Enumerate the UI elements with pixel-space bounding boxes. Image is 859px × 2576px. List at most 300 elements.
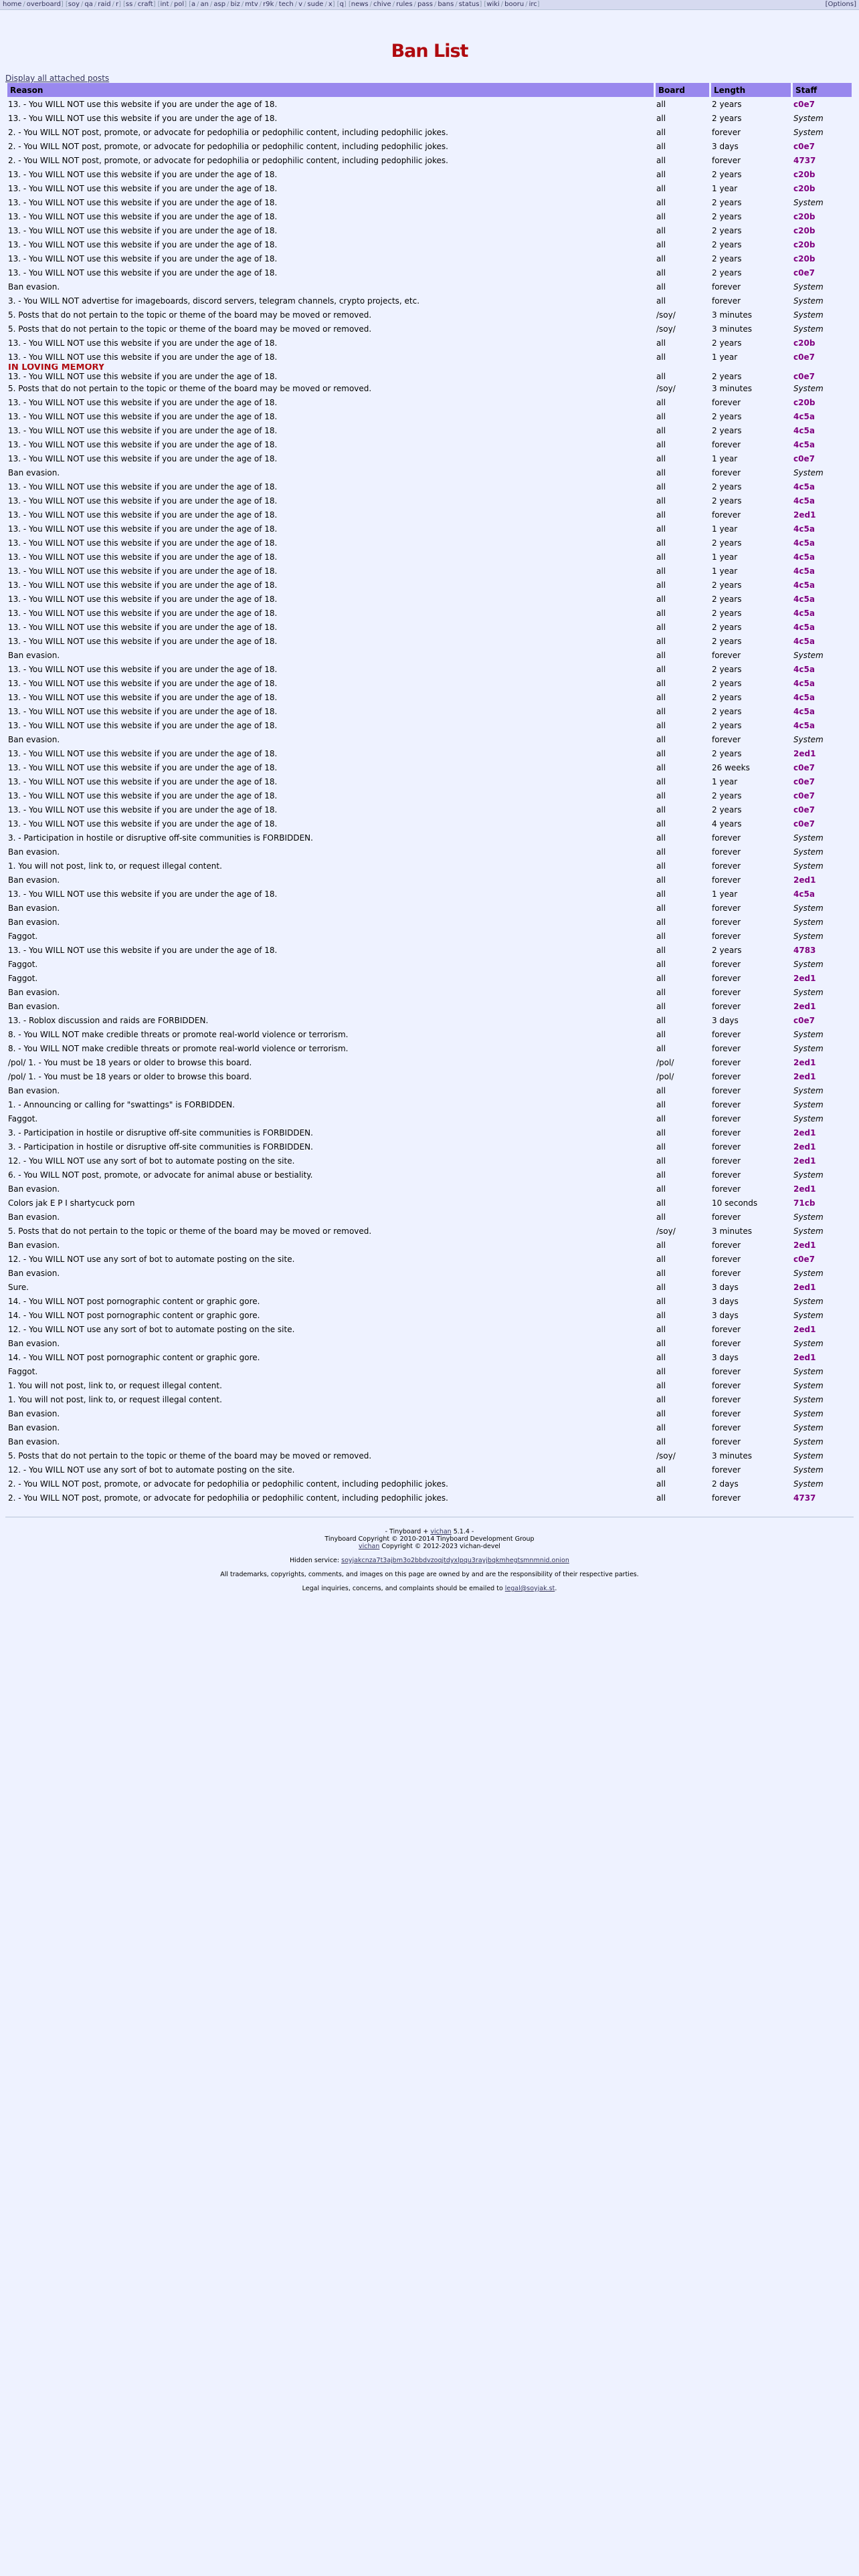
ban-row <box>7 957 852 971</box>
nav-group <box>189 1 337 8</box>
footer-version-suffix: 5.1.4 - <box>451 1528 474 1535</box>
ban-row <box>7 999 852 1013</box>
ban-reason-cell: 5. Posts that do not pertain to the topic or theme of the board may be moved or removed. <box>8 383 372 393</box>
ban-reason-cell: 13. - You WILL NOT use this website if you are under the age of 18. <box>8 453 278 463</box>
ban-reason-cell: 13. - You WILL NOT use this website if you are under the age of 18. <box>8 776 278 786</box>
ban-staff-cell: 4c5a <box>793 566 815 576</box>
ban-length-cell: 3 days <box>712 141 739 151</box>
ban-staff-cell: c0e7 <box>793 1015 815 1025</box>
nav-link-r9k[interactable]: r9k <box>263 1 274 8</box>
ban-board-cell: /soy/ <box>656 310 676 320</box>
ban-board-cell: all <box>656 1156 666 1166</box>
ban-board-cell: all <box>656 411 666 421</box>
ban-staff-cell: System <box>793 127 824 137</box>
ban-staff-cell: System <box>793 1436 824 1446</box>
ban-length-cell: 2 years <box>712 372 742 381</box>
ban-reason-cell: Ban evasion. <box>8 1085 60 1095</box>
ban-length-cell: 3 minutes <box>712 1451 753 1461</box>
ban-reason-cell: 13. - You WILL NOT use this website if you are under the age of 18. <box>8 678 278 688</box>
ban-staff-cell: System <box>793 1268 824 1278</box>
ban-length-cell: forever <box>712 1436 741 1446</box>
ban-length-cell: forever <box>712 650 741 660</box>
nav-separator: / <box>294 1 298 8</box>
nav-separator: / <box>392 1 395 8</box>
ban-length-cell: forever <box>712 1212 741 1222</box>
footer-tinyboard-copyright: Tinyboard Copyright © 2010-2014 Tinyboard Development Group <box>324 1535 535 1543</box>
ban-reason-cell: 13. - You WILL NOT use this website if you are under the age of 18. <box>8 211 278 221</box>
nav-separator: / <box>525 1 528 8</box>
ban-row <box>7 578 852 592</box>
ban-staff-cell: c20b <box>793 338 816 348</box>
ban-length-cell: 2 years <box>712 239 742 249</box>
ban-reason-cell: 13. - You WILL NOT use this website if you are under the age of 18. <box>8 183 278 193</box>
ban-length-cell: forever <box>712 1422 741 1432</box>
ban-length-cell: forever <box>712 1184 741 1194</box>
footer-legal <box>0 1585 859 1592</box>
ban-board-cell: all <box>656 1001 666 1011</box>
nav-link-craft[interactable]: craft <box>137 1 153 8</box>
ban-length-cell: forever <box>712 1254 741 1264</box>
ban-length-cell: 2 years <box>712 338 742 348</box>
nav-link-biz[interactable]: biz <box>230 1 240 8</box>
options-button[interactable]: [Options] <box>825 1 856 8</box>
ban-row <box>7 181 852 195</box>
nav-link-q[interactable]: q <box>339 1 344 8</box>
ban-staff-cell: 4c5a <box>793 692 815 702</box>
ban-row <box>7 1280 852 1294</box>
ban-board-cell: all <box>656 1099 666 1109</box>
ban-row <box>7 1378 852 1392</box>
ban-staff-cell: System <box>793 197 824 207</box>
ban-length-cell: forever <box>712 467 741 477</box>
nav-link-status[interactable]: status <box>458 1 480 8</box>
ban-staff-cell: 2ed1 <box>793 1184 816 1194</box>
ban-row <box>7 1434 852 1448</box>
ban-length-cell: forever <box>712 1057 741 1067</box>
ban-board-cell: all <box>656 1015 666 1025</box>
nav-link-soy[interactable]: soy <box>68 1 80 8</box>
board-column-header[interactable]: Board <box>656 83 709 97</box>
ban-board-cell: /soy/ <box>656 324 676 334</box>
ban-reason-cell: 13. - You WILL NOT use this website if you are under the age of 18. <box>8 253 278 263</box>
ban-row <box>7 760 852 774</box>
ban-staff-cell: System <box>793 1408 824 1418</box>
ban-reason-cell: 2. - You WILL NOT post, promote, or advocate for pedophilia or pedophilic content, including pedophilic jokes. <box>8 127 448 137</box>
ban-row <box>7 294 852 308</box>
ban-board-cell: all <box>656 636 666 646</box>
ban-length-cell: 1 year <box>712 776 738 786</box>
ban-length-cell: forever <box>712 1029 741 1039</box>
ban-row <box>7 1252 852 1266</box>
ban-board-cell: all <box>656 538 666 548</box>
ban-length-cell: forever <box>712 1156 741 1166</box>
ban-staff-cell: System <box>793 1029 824 1039</box>
ban-row <box>7 153 852 167</box>
table-header-row <box>7 83 852 97</box>
ban-board-cell: all <box>656 959 666 969</box>
ban-reason-cell: Ban evasion. <box>8 1268 60 1278</box>
nav-link-int[interactable]: int <box>160 1 169 8</box>
ban-row <box>7 1125 852 1140</box>
ban-reason-cell: Ban evasion. <box>8 847 60 857</box>
ban-length-cell: forever <box>712 987 741 997</box>
ban-reason-cell: Ban evasion. <box>8 1001 60 1011</box>
ban-board-cell: all <box>656 183 666 193</box>
ban-staff-cell: System <box>793 296 824 306</box>
ban-staff-cell: c20b <box>793 397 816 407</box>
ban-board-cell: /soy/ <box>656 1226 676 1236</box>
ban-staff-cell: 4c5a <box>793 580 815 590</box>
ban-row <box>7 209 852 223</box>
legal-email-link[interactable]: legal@soyjak.st <box>504 1585 555 1592</box>
ban-reason-cell: 13. - You WILL NOT use this website if you are under the age of 18. <box>8 762 278 772</box>
ban-reason-cell: 5. Posts that do not pertain to the topic or theme of the board may be moved or removed. <box>8 1451 372 1461</box>
ban-length-cell: 2 years <box>712 790 742 800</box>
ban-staff-cell: 2ed1 <box>793 1001 816 1011</box>
nav-link-chive[interactable]: chive <box>373 1 391 8</box>
ban-board-cell: all <box>656 1338 666 1348</box>
nav-link-pass[interactable]: pass <box>417 1 433 8</box>
nav-separator: / <box>324 1 327 8</box>
ban-board-cell: all <box>656 819 666 829</box>
ban-board-cell: all <box>656 113 666 123</box>
ban-reason-cell: 13. - You WILL NOT use this website if you are under the age of 18. <box>8 225 278 235</box>
ban-staff-cell: c20b <box>793 169 816 179</box>
ban-row <box>7 364 852 381</box>
ban-board-cell: all <box>656 1254 666 1264</box>
ban-length-cell: 2 years <box>712 225 742 235</box>
ban-row <box>7 915 852 929</box>
ban-board-cell: all <box>656 804 666 815</box>
ban-reason-cell: Ban evasion. <box>8 1422 60 1432</box>
nav-link-a[interactable]: a <box>191 1 196 8</box>
ban-length-cell: 2 years <box>712 169 742 179</box>
ban-board-cell: all <box>656 352 666 362</box>
ban-length-cell: forever <box>712 1113 741 1123</box>
ban-length-cell: forever <box>712 973 741 983</box>
ban-staff-cell: 2ed1 <box>793 1142 816 1152</box>
in-loving-memory-label: IN LOVING MEMORY <box>8 364 105 372</box>
nav-separator: / <box>275 1 278 8</box>
ban-staff-cell: 4c5a <box>793 538 815 548</box>
ban-row <box>7 1097 852 1111</box>
ban-row <box>7 451 852 465</box>
staff-column-header[interactable]: Staff <box>793 83 852 97</box>
nav-separator: / <box>455 1 458 8</box>
ban-length-cell: forever <box>712 439 741 449</box>
ban-row <box>7 1336 852 1350</box>
ban-row <box>7 1069 852 1083</box>
ban-length-cell: 2 years <box>712 496 742 506</box>
ban-board-cell: all <box>656 1268 666 1278</box>
ban-row <box>7 1477 852 1491</box>
ban-board-cell: all <box>656 267 666 278</box>
ban-board-cell: all <box>656 99 666 109</box>
page-title: Ban List <box>391 41 468 62</box>
ban-staff-cell: c0e7 <box>793 352 815 362</box>
ban-reason-cell: 13. - You WILL NOT use this website if you are under the age of 18. <box>8 804 278 815</box>
ban-reason-cell: /pol/ 1. - You must be 18 years or older to browse this board. <box>8 1071 252 1081</box>
ban-board-cell: all <box>656 439 666 449</box>
nav-separator: / <box>434 1 437 8</box>
ban-row <box>7 873 852 887</box>
ban-board-cell: all <box>656 372 666 381</box>
ban-board-cell: all <box>656 338 666 348</box>
footer-version-prefix: - Tinyboard + <box>385 1528 431 1535</box>
ban-reason-cell: 13. - You WILL NOT use this website if you are under the age of 18. <box>8 496 278 506</box>
nav-link-news[interactable]: news <box>351 1 369 8</box>
ban-length-cell: forever <box>712 1099 741 1109</box>
ban-board-cell: all <box>656 1324 666 1334</box>
ban-row <box>7 237 852 251</box>
ban-board-cell: all <box>656 481 666 492</box>
ban-row <box>7 774 852 788</box>
ban-row <box>7 1111 852 1125</box>
nav-group <box>158 1 189 8</box>
ban-reason-cell: 2. - You WILL NOT post, promote, or advocate for pedophilia or pedophilic content, including pedophilic jokes. <box>8 141 448 151</box>
ban-row <box>7 1055 852 1069</box>
ban-staff-cell: 4c5a <box>793 425 815 435</box>
ban-reason-cell: 13. - You WILL NOT use this website if you are under the age of 18. <box>8 99 278 109</box>
ban-row <box>7 1308 852 1322</box>
ban-length-cell: 3 days <box>712 1310 739 1320</box>
ban-staff-cell: System <box>793 734 824 744</box>
ban-staff-cell: c0e7 <box>793 453 815 463</box>
ban-staff-cell: 2ed1 <box>793 1240 816 1250</box>
nav-link-ss[interactable]: ss <box>125 1 133 8</box>
nav-link-bans[interactable]: bans <box>438 1 454 8</box>
ban-reason-cell: 13. - Roblox discussion and raids are FORBIDDEN. <box>8 1015 209 1025</box>
ban-staff-cell: 2ed1 <box>793 973 816 983</box>
ban-reason-cell: Colors jak E P I shartycuck porn <box>8 1198 135 1208</box>
nav-link-booru[interactable]: booru <box>504 1 524 8</box>
ban-row <box>7 676 852 690</box>
ban-reason-cell: 14. - You WILL NOT post pornographic content or graphic gore. <box>8 1296 260 1306</box>
nav-link-home[interactable]: home <box>3 1 22 8</box>
ban-length-cell: 2 years <box>712 720 742 730</box>
nav-separator: / <box>259 1 262 8</box>
onion-link[interactable]: soyjakcnza7t3ajbm3o2bbdvzoqjtdyxlpqu3rayjbqkmhegtsmnmnid.onion <box>341 1557 569 1564</box>
ban-staff-cell: 4c5a <box>793 594 815 604</box>
ban-reason-cell: Ban evasion. <box>8 1240 60 1250</box>
ban-reason-cell: 13. - You WILL NOT use this website if you are under the age of 18. <box>8 267 278 278</box>
ban-reason-cell: 13. - You WILL NOT use this website if you are under the age of 18. <box>8 945 278 955</box>
ban-row <box>7 494 852 508</box>
ban-row <box>7 395 852 409</box>
ban-board-cell: all <box>656 678 666 688</box>
ban-row <box>7 381 852 395</box>
ban-board-cell: all <box>656 155 666 165</box>
ban-row <box>7 139 852 153</box>
ban-board-cell: all <box>656 1085 666 1095</box>
ban-staff-cell: System <box>793 1296 824 1306</box>
nav-separator: / <box>94 1 97 8</box>
ban-row <box>7 1406 852 1420</box>
ban-row <box>7 125 852 139</box>
ban-board-cell: all <box>656 211 666 221</box>
ban-length-cell: 2 years <box>712 594 742 604</box>
nav-group <box>123 1 158 8</box>
nav-link-qa[interactable]: qa <box>84 1 93 8</box>
ban-staff-cell: c20b <box>793 253 816 263</box>
ban-staff-cell: System <box>793 1113 824 1123</box>
vichan-devel-link[interactable]: vichan <box>359 1543 380 1550</box>
ban-reason-cell: 13. - You WILL NOT use this website if you are under the age of 18. <box>8 510 278 520</box>
nav-separator: / <box>23 1 25 8</box>
reason-column-header[interactable]: Reason <box>7 83 654 97</box>
nav-link-tech[interactable]: tech <box>278 1 294 8</box>
ban-board-cell: /pol/ <box>656 1057 674 1067</box>
ban-staff-cell: System <box>793 833 824 843</box>
ban-row <box>7 479 852 494</box>
nav-separator: / <box>80 1 84 8</box>
ban-row <box>7 1364 852 1378</box>
ban-length-cell: forever <box>712 1465 741 1475</box>
ban-length-cell: forever <box>712 931 741 941</box>
ban-staff-cell: System <box>793 1170 824 1180</box>
ban-staff-cell: c0e7 <box>793 267 815 278</box>
ban-length-cell: forever <box>712 1142 741 1152</box>
ban-length-cell: forever <box>712 1394 741 1404</box>
ban-reason-cell: Ban evasion. <box>8 282 60 292</box>
ban-row <box>7 859 852 873</box>
ban-staff-cell: System <box>793 1043 824 1053</box>
ban-length-cell: forever <box>712 1338 741 1348</box>
ban-row <box>7 662 852 676</box>
ban-staff-cell: 2ed1 <box>793 510 816 520</box>
ban-reason-cell: Ban evasion. <box>8 1338 60 1348</box>
ban-row <box>7 465 852 479</box>
hidden-service-label: Hidden service: <box>290 1557 342 1564</box>
ban-reason-cell: Faggot. <box>8 1113 38 1123</box>
ban-board-cell: all <box>656 931 666 941</box>
nav-group <box>3 1 66 8</box>
ban-staff-cell: System <box>793 467 824 477</box>
ban-board-cell: all <box>656 1282 666 1292</box>
ban-reason-cell: Ban evasion. <box>8 987 60 997</box>
ban-staff-cell: System <box>793 650 824 660</box>
nav-separator: / <box>210 1 213 8</box>
ban-board-cell: /soy/ <box>656 383 676 393</box>
ban-reason-cell: 2. - You WILL NOT post, promote, or advocate for pedophilia or pedophilic content, including pedophilic jokes. <box>8 1479 448 1489</box>
nav-link-pol[interactable]: pol <box>173 1 185 8</box>
ban-row <box>7 1238 852 1252</box>
ban-staff-cell: System <box>793 1366 824 1376</box>
ban-staff-cell: 4c5a <box>793 622 815 632</box>
nav-link-sude[interactable]: sude <box>307 1 324 8</box>
ban-length-cell: forever <box>712 1324 741 1334</box>
ban-staff-cell: 4c5a <box>793 496 815 506</box>
nav-separator: / <box>227 1 229 8</box>
ban-length-cell: 2 years <box>712 664 742 674</box>
ban-staff-cell: System <box>793 1465 824 1475</box>
ban-row <box>7 929 852 943</box>
nav-link-wiki[interactable]: wiki <box>486 1 500 8</box>
ban-row <box>7 606 852 620</box>
nav-link-rules[interactable]: rules <box>396 1 413 8</box>
nav-link-overboard[interactable]: overboard <box>26 1 61 8</box>
ban-length-cell: forever <box>712 1043 741 1053</box>
nav-link-asp[interactable]: asp <box>213 1 226 8</box>
nav-link-an[interactable]: an <box>200 1 209 8</box>
ban-staff-cell: System <box>793 383 824 393</box>
ban-board-cell: all <box>656 239 666 249</box>
ban-staff-cell: c20b <box>793 183 816 193</box>
nav-separator: / <box>170 1 173 8</box>
ban-row <box>7 265 852 280</box>
ban-row <box>7 536 852 550</box>
ban-length-cell: 3 days <box>712 1352 739 1362</box>
ban-reason-cell: 2. - You WILL NOT post, promote, or advocate for pedophilia or pedophilic content, including pedophilic jokes. <box>8 1493 448 1503</box>
ban-reason-cell: 13. - You WILL NOT use this website if you are under the age of 18. <box>8 692 278 702</box>
ban-staff-cell: c0e7 <box>793 141 815 151</box>
ban-row <box>7 251 852 265</box>
ban-reason-cell: Ban evasion. <box>8 650 60 660</box>
ban-board-cell: all <box>656 141 666 151</box>
ban-length-cell: 3 days <box>712 1282 739 1292</box>
nav-link-v[interactable]: v <box>298 1 303 8</box>
ban-staff-cell: c0e7 <box>793 804 815 815</box>
ban-board-cell: all <box>656 1184 666 1194</box>
nav-link-r[interactable]: r <box>115 1 119 8</box>
ban-reason-cell: 3. - Participation in hostile or disruptive off-site communities is FORBIDDEN. <box>8 1142 313 1152</box>
ban-length-cell: 3 minutes <box>712 324 753 334</box>
legal-prefix: Legal inquiries, concerns, and complaints should be emailed to <box>302 1585 505 1592</box>
ban-board-cell: all <box>656 169 666 179</box>
ban-reason-cell: 12. - You WILL NOT use any sort of bot to automate posting on the site. <box>8 1324 295 1334</box>
ban-board-cell: all <box>656 1366 666 1376</box>
ban-row <box>7 97 852 111</box>
ban-length-cell: 2 years <box>712 253 742 263</box>
ban-row <box>7 1041 852 1055</box>
ban-staff-cell: 4c5a <box>793 439 815 449</box>
ban-reason-cell: 13. - You WILL NOT use this website if you are under the age of 18. <box>8 338 278 348</box>
nav-link-irc[interactable]: irc <box>529 1 537 8</box>
ban-staff-cell: System <box>793 324 824 334</box>
length-column-header[interactable]: Length <box>711 83 791 97</box>
ban-row <box>7 648 852 662</box>
ban-board-cell: all <box>656 1422 666 1432</box>
display-all-posts-link[interactable]: Display all attached posts <box>5 74 110 83</box>
nav-link-mtv[interactable]: mtv <box>245 1 258 8</box>
ban-staff-cell: System <box>793 861 824 871</box>
nav-link-x[interactable]: x <box>328 1 332 8</box>
ban-list-table <box>5 83 854 1505</box>
nav-group <box>66 1 123 8</box>
ban-reason-cell: 13. - You WILL NOT use this website if you are under the age of 18. <box>8 538 278 548</box>
ban-length-cell: forever <box>712 127 741 137</box>
ban-staff-cell: c0e7 <box>793 762 815 772</box>
nav-link-raid[interactable]: raid <box>98 1 111 8</box>
ban-length-cell: 2 years <box>712 267 742 278</box>
ban-board-cell: all <box>656 253 666 263</box>
ban-staff-cell: 2ed1 <box>793 1156 816 1166</box>
ban-length-cell: forever <box>712 282 741 292</box>
ban-reason-cell: 13. - You WILL NOT use this website if you are under the age of 18. <box>8 889 278 899</box>
ban-length-cell: 2 years <box>712 678 742 688</box>
ban-board-cell: all <box>656 861 666 871</box>
ban-staff-cell: 2ed1 <box>793 1352 816 1362</box>
ban-length-cell: forever <box>712 155 741 165</box>
ban-length-cell: forever <box>712 861 741 871</box>
ban-board-cell: all <box>656 1493 666 1503</box>
vichan-link[interactable]: vichan <box>430 1528 452 1535</box>
ban-board-cell: all <box>656 748 666 758</box>
ban-reason-cell: 1. You will not post, link to, or request illegal content. <box>8 1380 222 1390</box>
ban-length-cell: 3 days <box>712 1296 739 1306</box>
ban-row <box>7 322 852 336</box>
ban-board-cell: all <box>656 847 666 857</box>
